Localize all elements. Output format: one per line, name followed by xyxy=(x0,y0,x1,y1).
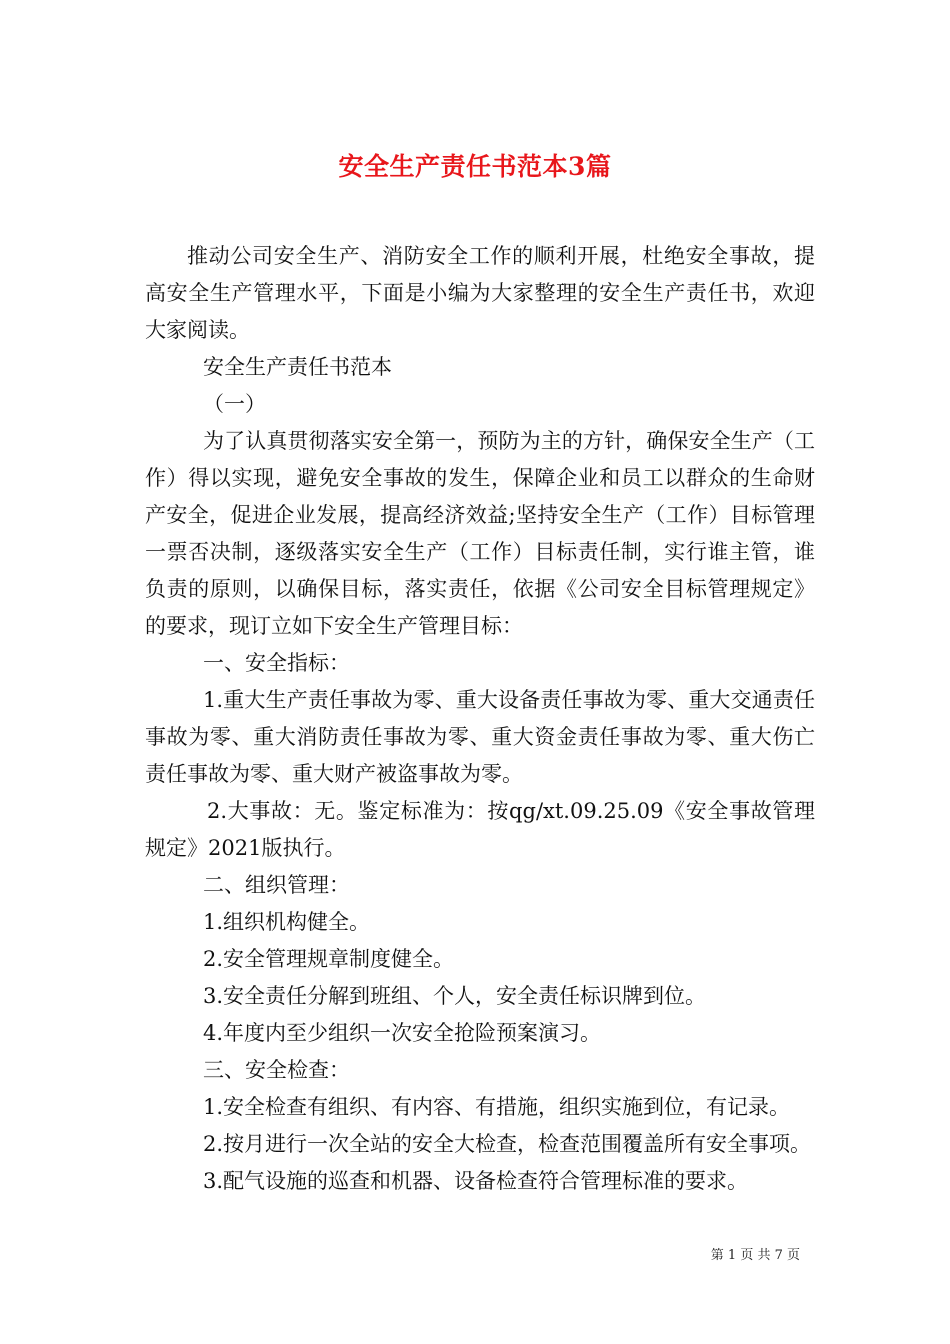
intro-paragraph: 推动公司安全生产、消防安全工作的顺利开展，杜绝安全事故，提高安全生产管理水平，下面是小编为大家整理的安全生产责任书，欢迎大家阅读。 xyxy=(145,244,815,342)
list-item: 3.安全责任分解到班组、个人，安全责任标识牌到位。 xyxy=(203,984,707,1008)
list-item: 2.安全管理规章制度健全。 xyxy=(203,947,455,971)
section-heading: 安全生产责任书范本 xyxy=(203,355,392,379)
subheading-inspection: 三、安全检查： xyxy=(203,1058,350,1082)
list-item: 1.组织机构健全。 xyxy=(203,910,371,934)
section-number: （一） xyxy=(203,392,266,416)
body-paragraph: 为了认真贯彻落实安全第一，预防为主的方针，确保安全生产（工作）得以实现，避免安全事故的发生，保障企业和员工以群众的生命财产安全，促进企业发展，提高经济效益;坚持安全生产（工作）目标管理一票否决制，逐级落实安全生产（工作）目标责任制，实行谁主管，谁负责的原则，以确保目标，落实责任，依据《公司安全目标管理规定》的要求，现订立如下安全生产管理目标： xyxy=(145,429,815,638)
page-number-footer: 第 1 页 共 7 页 xyxy=(710,1248,800,1263)
list-item: 3.配气设施的巡查和机器、设备检查符合管理标准的要求。 xyxy=(203,1169,749,1193)
document-body xyxy=(145,238,815,1200)
list-item: 1.重大生产责任事故为零、重大设备责任事故为零、重大交通责任事故为零、重大消防责任事故为零、重大资金责任事故为零、重大伤亡责任事故为零、重大财产被盗事故为零。 xyxy=(145,688,815,786)
subheading-safety-indicators: 一、安全指标： xyxy=(203,651,350,675)
subheading-organization: 二、组织管理： xyxy=(203,873,350,897)
list-item: 4.年度内至少组织一次安全抢险预案演习。 xyxy=(203,1021,602,1045)
list-item: 1.安全检查有组织、有内容、有措施，组织实施到位，有记录。 xyxy=(203,1095,791,1119)
document-title: 安全生产责任书范本3篇 xyxy=(338,151,612,181)
list-item: 2.按月进行一次全站的安全大检查，检查范围覆盖所有安全事项。 xyxy=(203,1132,812,1156)
list-item: 2.大事故：无。鉴定标准为：按qg/xt.09.25.09《安全事故管理规定》2021版执行。 xyxy=(145,799,815,860)
